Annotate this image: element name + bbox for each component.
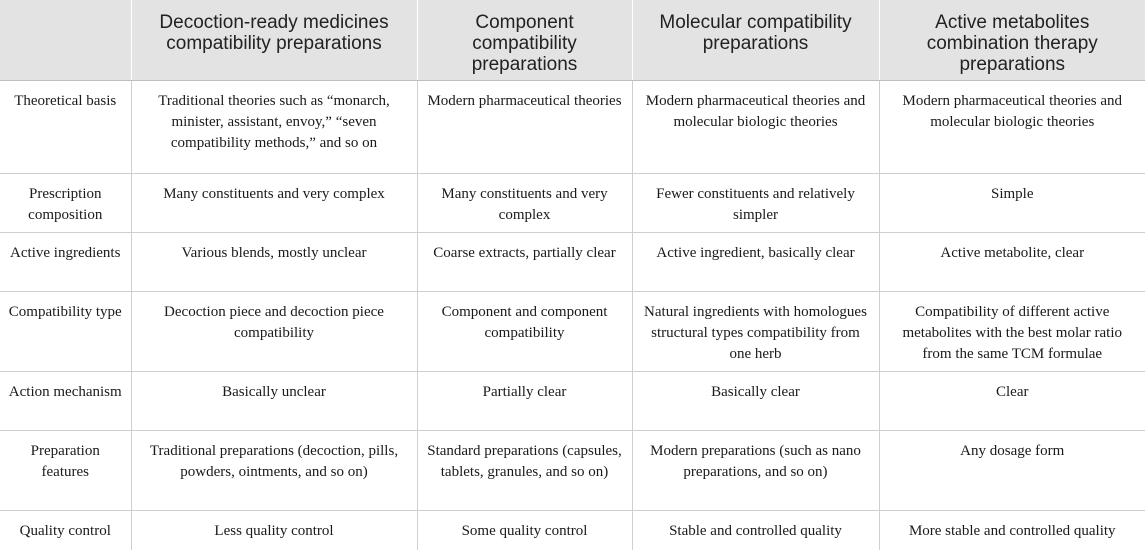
table-cell: Decoction piece and decoction piece compatibility — [131, 291, 417, 371]
table-row — [0, 80, 1145, 173]
table-cell: Traditional theories such as “monarch, minister, assistant, envoy,” “seven compatibility methods,” and so on — [131, 80, 417, 173]
table-cell: Clear — [879, 371, 1145, 430]
header-decoction-ready: Decoction-ready medicines compatibility preparations — [131, 0, 417, 80]
row-label: Prescription composition — [0, 173, 131, 232]
table-cell: Coarse extracts, partially clear — [417, 232, 632, 291]
table-cell: Any dosage form — [879, 430, 1145, 510]
table-cell: Compatibility of different active metabolites with the best molar ratio from the same TCM formulae — [879, 291, 1145, 371]
table-cell: Simple — [879, 173, 1145, 232]
table-cell: Modern pharmaceutical theories — [417, 80, 632, 173]
table-cell: More stable and controlled quality — [879, 510, 1145, 550]
row-label: Preparation features — [0, 430, 131, 510]
table-row — [0, 430, 1145, 510]
row-label: Quality control — [19, 522, 111, 539]
table-cell: Stable and controlled quality — [632, 510, 879, 550]
table-cell: Many constituents and very complex — [417, 173, 632, 232]
table-row — [0, 291, 1145, 371]
table-cell: Natural ingredients with homologues structural types compatibility from one herb — [632, 291, 879, 371]
table-cell: Fewer constituents and relatively simpler — [632, 173, 879, 232]
row-label: Theoretical basis — [0, 80, 131, 173]
table-row — [0, 510, 1145, 550]
table-row — [0, 173, 1145, 232]
table-cell: Some quality control — [417, 510, 632, 550]
table-cell: Modern pharmaceutical theories and molecular biologic theories — [632, 80, 879, 173]
row-label: Action mechanism — [0, 371, 131, 430]
header-active-metabolites: Active metabolites combination therapy preparations — [879, 0, 1145, 80]
table-cell: Less quality control — [131, 510, 417, 550]
table-cell: Basically unclear — [131, 371, 417, 430]
header-corner — [0, 0, 131, 80]
header-row — [0, 0, 1145, 80]
table-row — [0, 232, 1145, 291]
header-component: Component compatibility preparations — [417, 0, 632, 80]
table-cell: Standard preparations (capsules, tablets, granules, and so on) — [417, 430, 632, 510]
table-cell: Basically clear — [632, 371, 879, 430]
table-cell: Component and component compatibility — [417, 291, 632, 371]
table-cell: Traditional preparations (decoction, pills, powders, ointments, and so on) — [131, 430, 417, 510]
table-cell: Many constituents and very complex — [131, 173, 417, 232]
table-cell: Modern pharmaceutical theories and molecular biologic theories — [879, 80, 1145, 173]
table-cell: Active metabolite, clear — [879, 232, 1145, 291]
table-cell: Various blends, mostly unclear — [131, 232, 417, 291]
table-row — [0, 371, 1145, 430]
row-label: Compatibility type — [0, 291, 131, 371]
table-cell: Active ingredient, basically clear — [632, 232, 879, 291]
table-cell: Modern preparations (such as nano preparations, and so on) — [632, 430, 879, 510]
header-molecular: Molecular compatibility preparations — [632, 0, 879, 80]
row-label: Active ingredients — [0, 232, 131, 291]
table-cell: Partially clear — [417, 371, 632, 430]
